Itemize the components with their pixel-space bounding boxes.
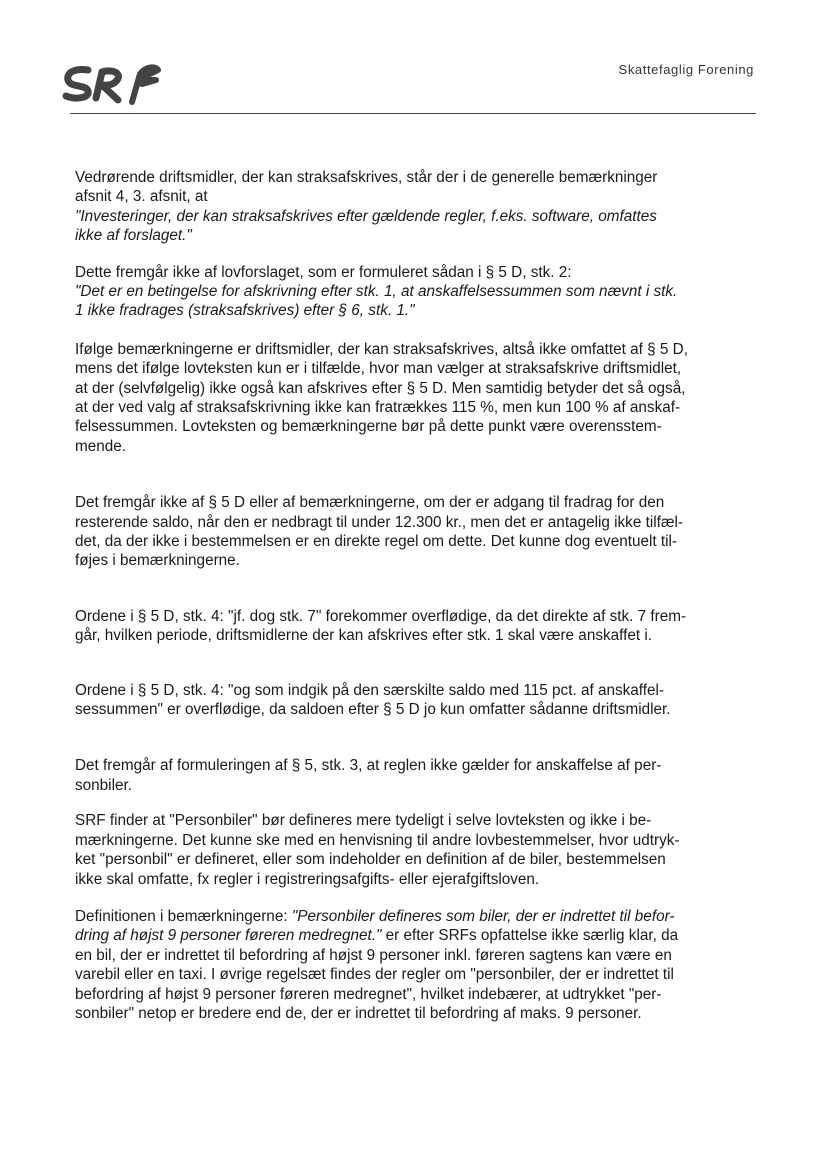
text-line: føjes i bemærkningerne. [75, 552, 240, 570]
text-line: ikke skal omfatte, fx regler i registreringsafgifts- eller ejerafgiftsloven. [75, 870, 540, 888]
text-line: Ifølge bemærkningerne er driftsmidler, der kan straksafskrives, altså ikke omfattet af § 5 D, [75, 340, 688, 358]
paragraph [75, 168, 751, 246]
text-line: sonbiler. [75, 776, 132, 794]
text-line: at der (selvfølgelig) ikke også kan afskrives efter § 5 D. Men samtidig betyder det så også, [75, 379, 686, 397]
quote-segment: dring af højst 9 personer føreren medregnet." [75, 927, 382, 945]
paragraph [75, 811, 751, 889]
text-line: mende. [75, 437, 127, 455]
text-line: resterende saldo, når den er nedbragt til under 12.300 kr., men det er antagelig ikke tilfæl- [75, 513, 683, 531]
text-line: sessummen" er overflødige, da saldoen efter § 5 D jo kun omfatter sådanne driftsmidler. [75, 701, 671, 719]
organization-name: Skattefaglig Forening [618, 62, 754, 77]
text-line: afsnit 4, 3. afsnit, at [75, 188, 208, 206]
text-line: mærkningerne. Det kunne ske med en henvisning til andre lovbestemmelser, hvor udtryk- [75, 831, 680, 849]
paragraph [75, 756, 751, 795]
text-line: sonbiler" netop er bredere end de, der er indrettet til befordring af maks. 9 personer. [75, 1004, 642, 1022]
paragraph [75, 263, 751, 321]
text-line: Ordene i § 5 D, stk. 4: "jf. dog stk. 7" forekommer overflødige, da det direkte af stk. 7 frem- [75, 607, 687, 625]
text-line: Dette fremgår ikke af lovforslaget, som er formuleret sådan i § 5 D, stk. 2: [75, 263, 572, 281]
paragraph [75, 907, 751, 1023]
paragraph [75, 607, 751, 646]
text-line: felsessummen. Lovteksten og bemærkningerne bør på dette punkt være overensstem- [75, 418, 662, 436]
srf-logo [62, 58, 162, 106]
text-line: at der ved valg af straksafskrivning ikke kan fratrækkes 115 %, men kun 100 % af anskaf- [75, 399, 681, 416]
text-line: mens det ifølge lovteksten kun er i tilfælde, hvor man vælger at straksafskrive driftsmidlet, [75, 360, 682, 378]
paragraph [75, 681, 751, 720]
letter-body [75, 168, 751, 1023]
quote-line: ikke af forslaget." [75, 227, 192, 245]
text-line: det, da der ikke i bestemmelsen er en direkte regel om dette. Det kunne dog eventuelt til- [75, 533, 678, 551]
text-line: SRF finder at "Personbiler" bør defineres mere tydeligt i selve lovteksten og ikke i be- [75, 812, 652, 830]
text-line: Ordene i § 5 D, stk. 4: "og som indgik på den særskilte saldo med 115 pct. af anskaffel- [75, 681, 664, 699]
paragraph [75, 493, 751, 571]
quote-line: "Investeringer, der kan straksafskrives efter gældende regler, f.eks. software, omfattes [75, 207, 657, 225]
text-line: Det fremgår af formuleringen af § 5, stk. 3, at reglen ikke gælder for anskaffelse af per- [75, 757, 662, 775]
text-line: ket "personbil" er defineret, eller som indeholder en definition af de biler, bestemmelsen [75, 851, 666, 869]
text-segment: Definitionen i bemærkningerne: [75, 907, 292, 925]
text-segment: er efter SRFs opfattelse ikke særlig klar, da [381, 927, 679, 945]
text-line: en bil, der er indrettet til befordring af højst 9 personer inkl. føreren sagtens kan være en [75, 946, 672, 964]
text-line: befordring af højst 9 personer føreren medregnet", hvilket indebærer, at udtrykket "per- [75, 985, 662, 1003]
header-divider [70, 113, 756, 114]
text-line: Det fremgår ikke af § 5 D eller af bemærkningerne, om der er adgang til fradrag for den [75, 494, 665, 512]
quote-segment: "Personbiler defineres som biler, der er indrettet til befor- [291, 907, 675, 925]
text-line: Vedrørende driftsmidler, der kan straksafskrives, står der i de generelle bemærkninger [75, 169, 658, 186]
text-line: varebil eller en taxi. I øvrige regelsæt findes der regler om "personbiler, der er indrettet til [75, 966, 674, 984]
quote-line: 1 ikke fradrages (straksafskrives) efter § 6, stk. 1." [75, 302, 415, 320]
paragraph [75, 340, 751, 456]
text-line: går, hvilken periode, driftsmidlerne der kan afskrives efter stk. 1 skal være anskaffet i. [75, 627, 653, 645]
quote-line: "Det er en betingelse for afskrivning efter stk. 1, at anskaffelsessummen som nævnt i stk. [75, 283, 678, 300]
